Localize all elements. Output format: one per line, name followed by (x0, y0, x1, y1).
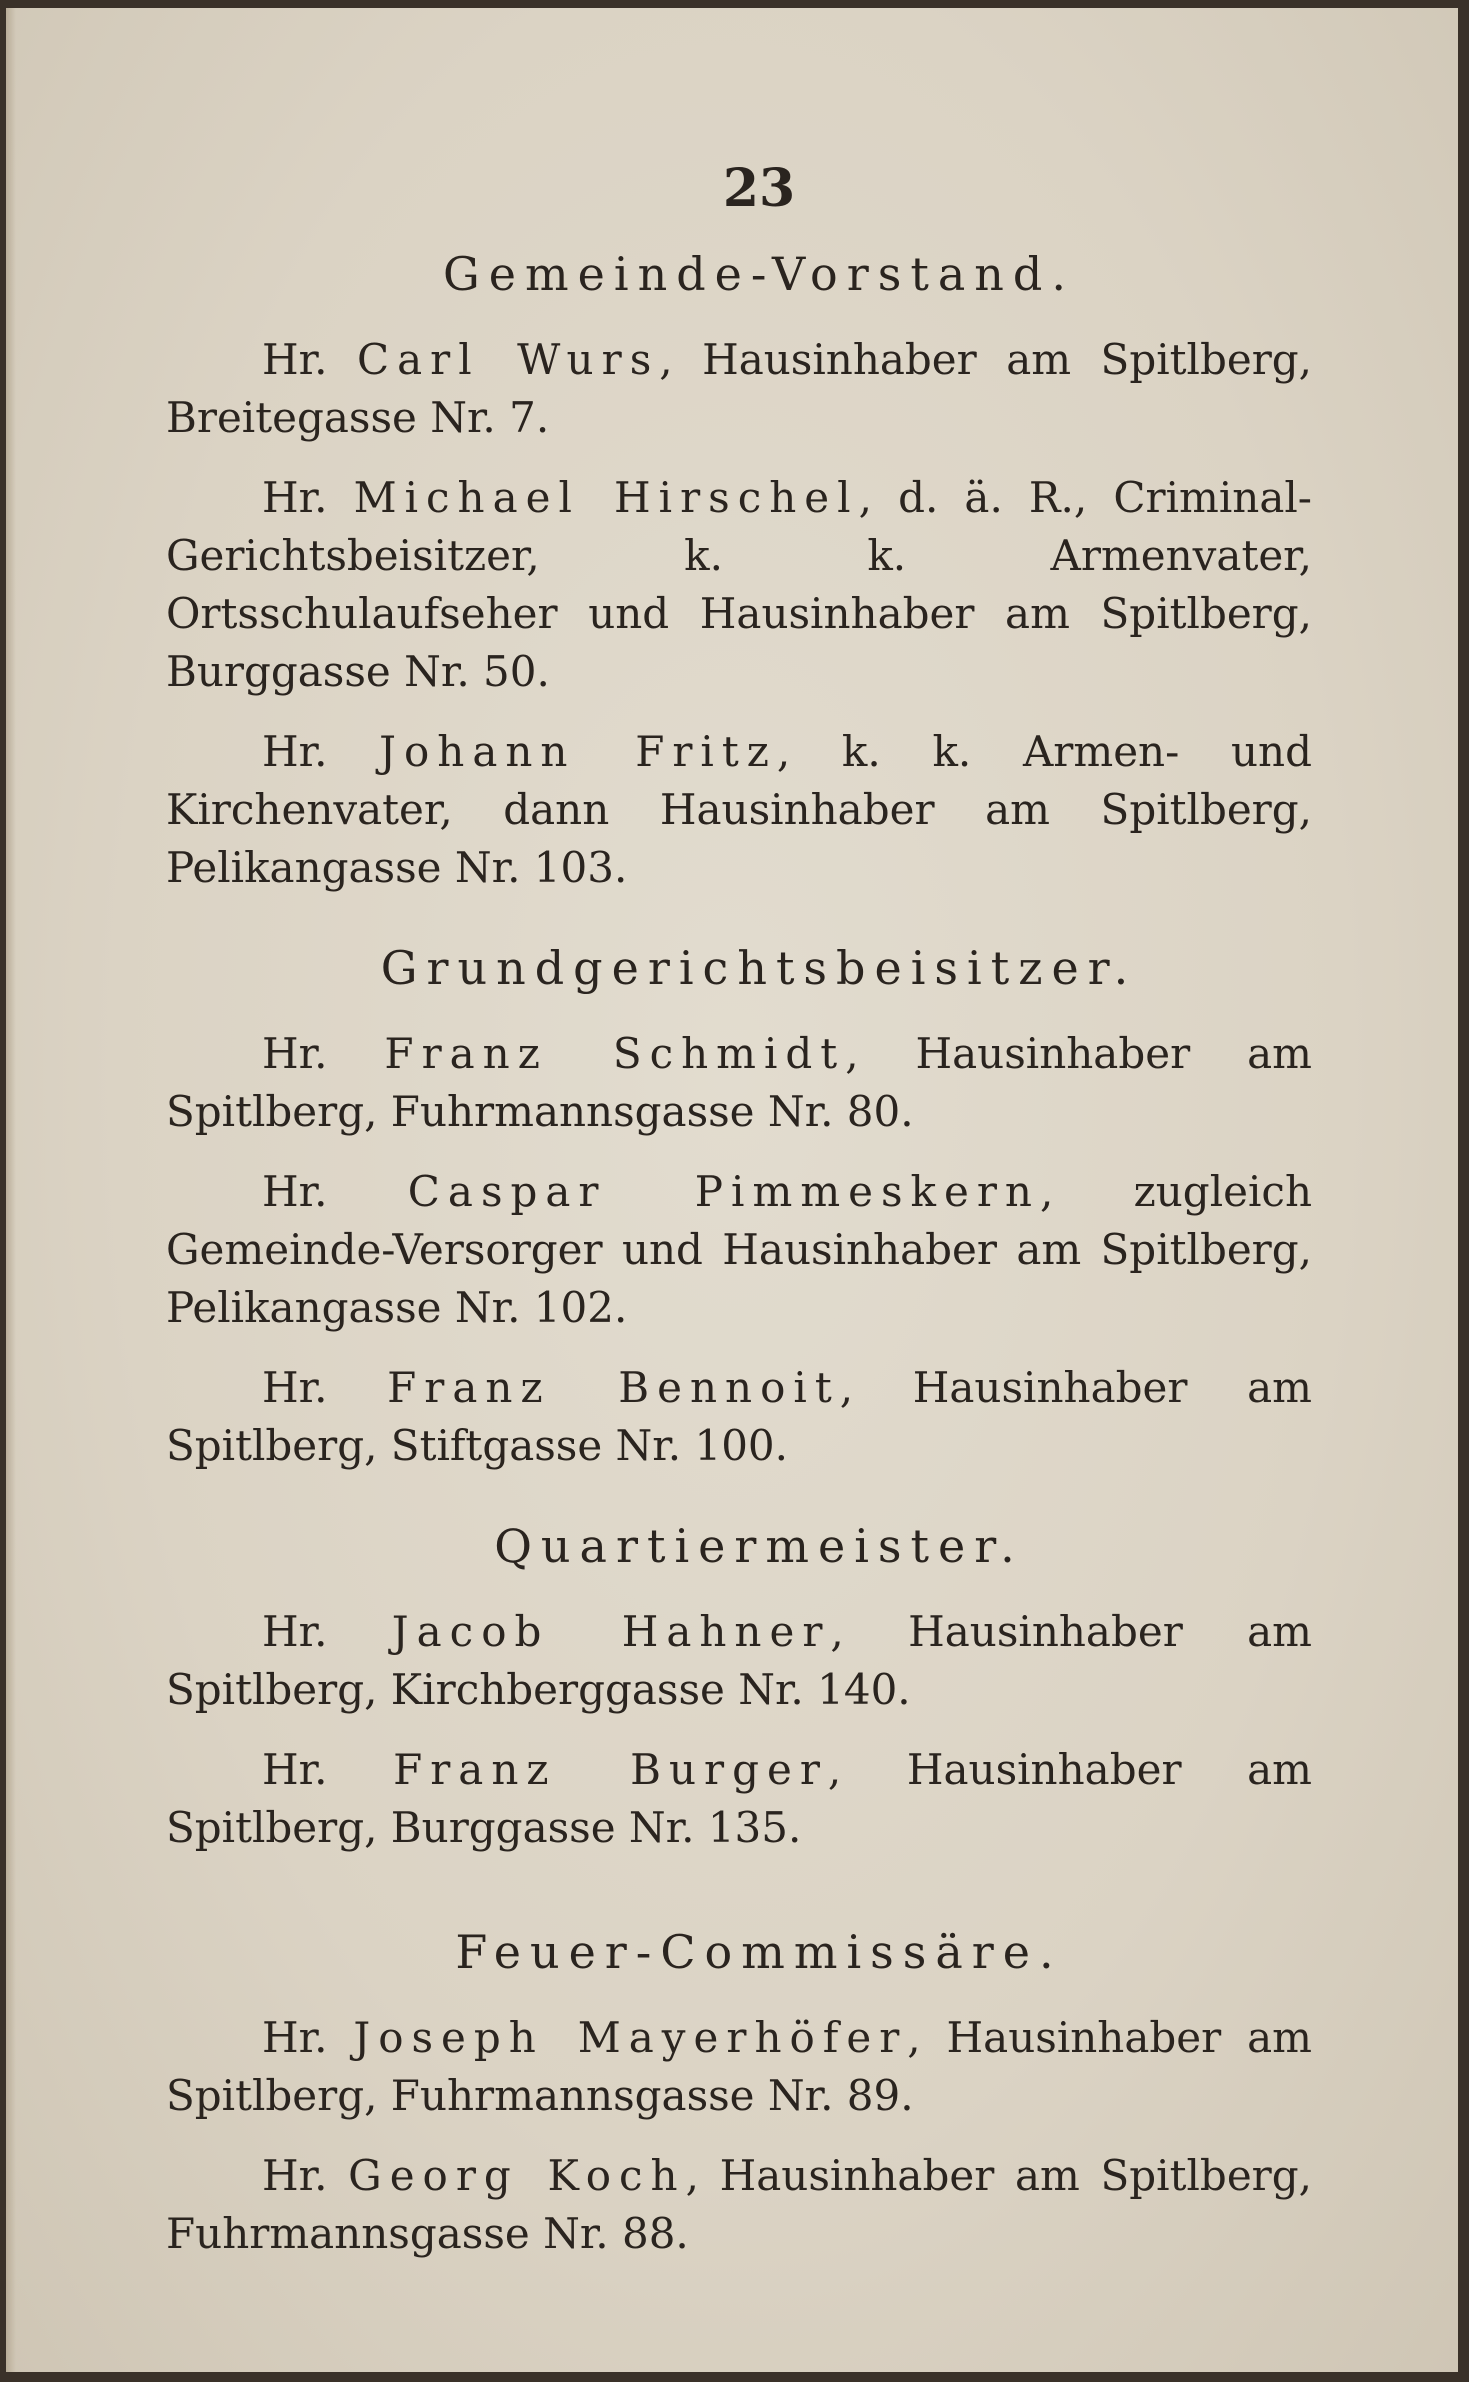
entry-title: Hr. (262, 1607, 328, 1656)
entry (166, 1603, 1312, 1719)
entry (166, 1359, 1312, 1475)
section-gap (166, 1497, 1312, 1519)
entry-name: Carl Wurs (356, 335, 660, 384)
section-heading-grundgerichtsbeisitzer: Grundgerichtsbeisitzer. (380, 941, 1138, 995)
book-page (6, 8, 1458, 2372)
entry-name: Joseph Mayerhöfer (353, 2013, 908, 2062)
entry-text: , zugleich Gemeinde-Versorger und Hausinhaber am Spitlberg, Pelikangasse Nr. 102. (166, 1167, 1312, 1332)
entry-name: Franz Bennoit (387, 1363, 840, 1412)
section-gap (166, 919, 1312, 941)
entry-text: , k. k. Armen- und Kirchenvater, dann Hausinhaber am Spitlberg, Pelikangasse Nr. 103. (166, 727, 1312, 892)
entry-title: Hr. (262, 473, 328, 522)
entry-title: Hr. (262, 727, 328, 776)
entry (166, 469, 1312, 701)
entry-text: , Hausinhaber am Spitlberg, Breitegasse Nr. 7. (166, 335, 1313, 442)
entry (166, 2147, 1312, 2263)
entry-text: , d. ä. R., Criminal-Gerichtsbeisitzer, k. k. Armenvater, Ortsschulaufseher und Hausinhaber am Spitlberg, Burggasse Nr. 50. (166, 473, 1312, 696)
entry-text: , Hausinhaber am Spitlberg, Fuhrmannsgasse Nr. 80. (166, 1029, 1312, 1136)
section-gap (166, 1879, 1312, 1925)
page-number: 23 (722, 158, 796, 219)
entry-name: Michael Hirschel (353, 473, 859, 522)
page-text-block (166, 158, 1312, 2285)
section-heading-feuer-commissaere: Feuer-Commissäre. (455, 1925, 1063, 1979)
entry (166, 1025, 1312, 1141)
entry-title: Hr. (262, 335, 328, 384)
entry-title: Hr. (262, 2151, 328, 2200)
entry-title: Hr. (262, 1363, 328, 1412)
entry (166, 2009, 1312, 2125)
entry-text: , Hausinhaber am Spitlberg, Burggasse Nr. 135. (166, 1745, 1312, 1852)
entry-title: Hr. (262, 2013, 328, 2062)
entry-title: Hr. (262, 1167, 328, 1216)
entry-title: Hr. (262, 1745, 328, 1794)
entry-text: , Hausinhaber am Spitlberg, Stiftgasse Nr. 100. (166, 1363, 1312, 1470)
section-heading-quartiermeister: Quartiermeister. (494, 1519, 1024, 1573)
entry (166, 723, 1312, 897)
entry-text: , Hausinhaber am Spitlberg, Fuhrmannsgasse Nr. 88. (166, 2151, 1312, 2258)
entry-name: Johann Fritz (379, 727, 777, 776)
entry-text: , Hausinhaber am Spitlberg, Fuhrmannsgasse Nr. 89. (166, 2013, 1312, 2120)
page-edge-shadow (6, 8, 16, 2372)
entry (166, 331, 1312, 447)
section-heading-gemeinde-vorstand: Gemeinde-Vorstand. (443, 247, 1075, 301)
entry-text: , Hausinhaber am Spitlberg, Kirchberggasse Nr. 140. (166, 1607, 1312, 1714)
entry (166, 1163, 1312, 1337)
entry-name: Georg Koch (348, 2151, 686, 2200)
entry (166, 1741, 1312, 1857)
entry-title: Hr. (262, 1029, 328, 1078)
entry-name: Caspar Pimmeskern (407, 1167, 1040, 1216)
entry-name: Franz Burger (393, 1745, 828, 1794)
entry-name: Franz Schmidt (384, 1029, 846, 1078)
entry-name: Jacob Hahner (391, 1607, 831, 1656)
